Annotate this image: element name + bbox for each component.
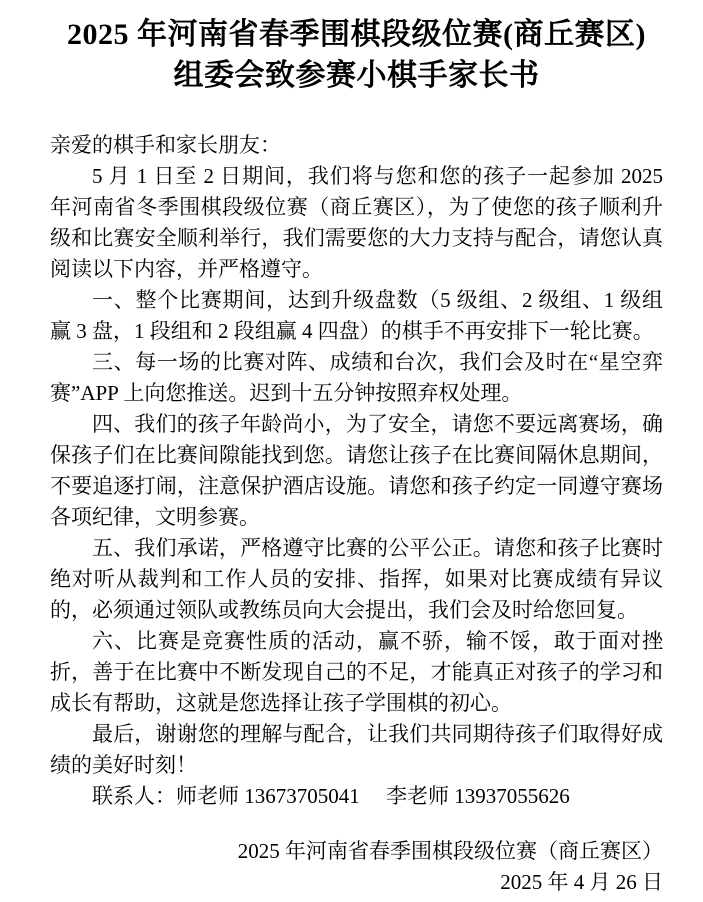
- title-line-1: 2025 年河南省春季围棋段级位赛(商丘赛区): [67, 18, 646, 51]
- paragraph-thanks: 最后，谢谢您的理解与配合，让我们共同期待孩子们取得好成绩的美好时刻！: [50, 722, 663, 777]
- paragraph-rule-4: 四、我们的孩子年龄尚小，为了安全，请您不要远离赛场，确保孩子们在比赛间隙能找到您。请您让孩子在比赛间隔休息期间，不要追逐打闹，注意保护酒店设施。请您和孩子约定一同遵守赛场各项纪律，文明参赛。: [50, 412, 663, 529]
- paragraph-rule-3: 三、每一场的比赛对阵、成绩和台次，我们会及时在“星空弈赛”APP 上向您推送。迟到十五分钟按照弃权处理。: [50, 350, 663, 405]
- letter-body: [50, 130, 663, 898]
- page-title: [50, 14, 663, 96]
- paragraph-intro: 5 月 1 日至 2 日期间，我们将与您和您的孩子一起参加 2025 年河南省冬季围棋段级位赛（商丘赛区），为了使您的孩子顺利升级和比赛安全顺利举行，我们需要您的大力支持与配合，请您认真阅读以下内容，并严格遵守。: [50, 164, 663, 281]
- paragraph-rule-5: 五、我们承诺，严格遵守比赛的公平公正。请您和孩子比赛时绝对听从裁判和工作人员的安排、指挥，如果对比赛成绩有异议的，必须通过领队或教练员向大会提出，我们会及时给您回复。: [50, 536, 663, 622]
- salutation: 亲爱的棋手和家长朋友：: [50, 133, 281, 157]
- title-line-2: 组委会致参赛小棋手家长书: [173, 59, 540, 92]
- date-line: 2025 年 4 月 26 日: [500, 870, 663, 894]
- document-header: [50, 14, 663, 96]
- closing-block: [50, 836, 663, 898]
- paragraph-rule-1: 一、整个比赛期间，达到升级盘数（5 级组、2 级组、1 级组赢 3 盘，1 段组和 2 段组赢 4 四盘）的棋手不再安排下一轮比赛。: [50, 288, 663, 343]
- paragraph-rule-6: 六、比赛是竞赛性质的活动，赢不骄，输不馁，敢于面对挫折，善于在比赛中不断发现自己的不足，才能真正对孩子的学习和成长有帮助，这就是您选择让孩子学围棋的初心。: [50, 629, 663, 715]
- contact-line: 联系人：师老师 13673705041 李老师 13937055626: [92, 784, 570, 808]
- signature-line: 2025 年河南省春季围棋段级位赛（商丘赛区）: [237, 839, 663, 863]
